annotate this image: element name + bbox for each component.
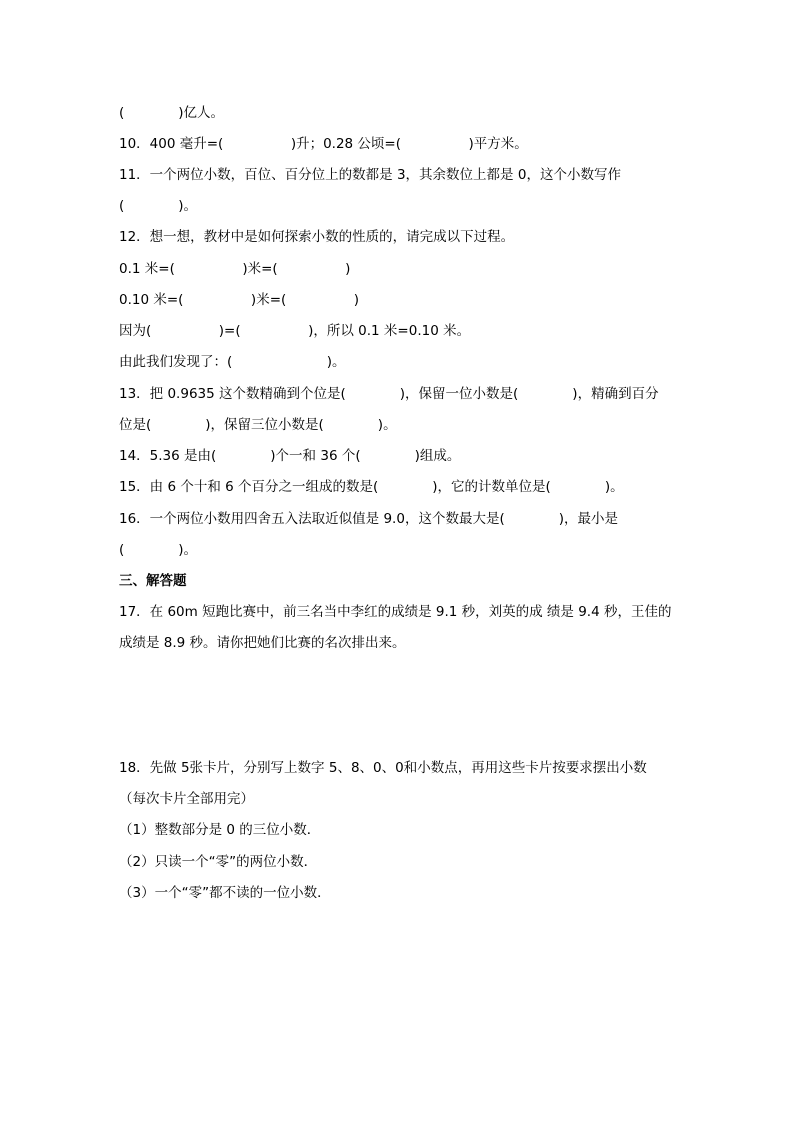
question-18: 18．先做 5张卡片，分别写上数字 5、8、0、0和小数点，再用这些卡片按要求摆出小数 [119, 760, 647, 776]
question-13-cont: 位是( )，保留三位小数是( )。 [119, 417, 397, 433]
question-12-line-1: 0.1 米=( )米=( ) [119, 261, 351, 277]
question-18-note: （每次卡片全部用完） [119, 791, 254, 807]
question-12-line-3: 因为( )=( )，所以 0.1 米=0.10 米。 [119, 323, 471, 339]
line-01: ( )亿人。 [119, 105, 225, 121]
question-12-line-4: 由此我们发现了：( )。 [119, 354, 346, 370]
question-18-part-2: （2）只读一个“零”的两位小数． [119, 854, 318, 870]
question-15: 15．由 6 个十和 6 个百分之一组成的数是( )，它的计数单位是( )。 [119, 479, 624, 495]
question-10: 10．400 毫升=( )升；0.28 公顷=( )平方米。 [119, 136, 528, 152]
question-13: 13．把 0.9635 这个数精确到个位是( )，保留一位小数是( )，精确到百分 [119, 386, 659, 402]
question-16: 16．一个两位小数用四舍五入法取近似值是 9.0，这个数最大是( )，最小是 [119, 511, 618, 527]
section-heading: 三、解答题 [119, 573, 187, 589]
question-17: 17．在 60m 短跑比赛中，前三名当中李红的成绩是 9.1 秒，刘英的成 绩是 9.4 秒，王佳的 [119, 604, 672, 620]
question-16-cont: ( )。 [119, 542, 198, 558]
question-18-part-1: （1）整数部分是 0 的三位小数． [119, 822, 321, 838]
question-12: 12．想一想，教材中是如何探索小数的性质的，请完成以下过程。 [119, 229, 515, 245]
question-14: 14．5.36 是由( )个一和 36 个( )组成。 [119, 448, 461, 464]
question-11: 11．一个两位小数，百位、百分位上的数都是 3，其余数位上都是 0，这个小数写作 [119, 167, 621, 183]
question-17-cont: 成绩是 8.9 秒。请你把她们比赛的名次排出来。 [119, 635, 406, 651]
question-18-part-3: （3）一个“零”都不读的一位小数． [119, 885, 331, 901]
question-12-line-2: 0.10 米=( )米=( ) [119, 292, 360, 308]
question-11-cont: ( )。 [119, 198, 198, 214]
